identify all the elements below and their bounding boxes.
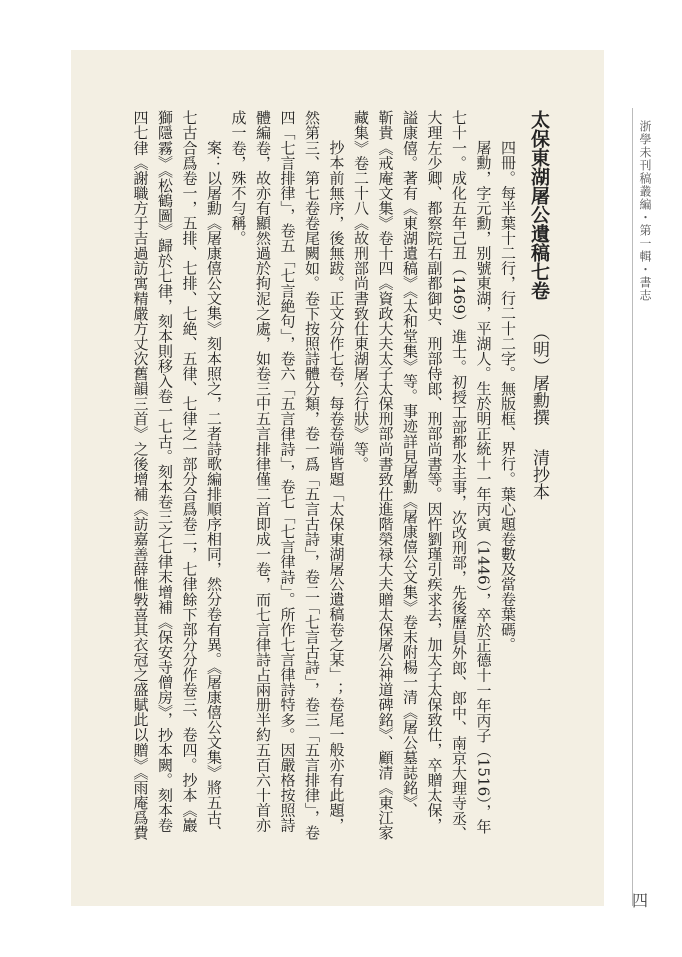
running-head: 浙學未刊稿叢編・第一輯・書志 [638, 120, 652, 302]
page-panel [71, 50, 604, 906]
main-text-block [71, 50, 604, 906]
text-column: 謚康僖。著有《東湖遺稿》《太和堂集》等。事迹詳見屠勳《屠康僖公文集》卷末附楊一清《屠公墓誌銘》、 [401, 110, 419, 818]
text-column: 成一卷，殊不勻稱。 [229, 110, 248, 246]
text-column: 體編卷，故亦有顯然過於拘泥之處，如卷三中五言排律僅二首即成一卷，而七言律詩占兩册半約五百六十首亦 [254, 110, 272, 833]
entry-author: （明）屠勳撰 [529, 323, 549, 426]
text-column: 四七律《謝職方于吉過訪寓精嚴方丈次舊韻三首》之後增補《訪嘉善薛惟斅喜其衣冠之盛賦此以贈》《雨庵爲費 [131, 110, 150, 840]
entry-edition: 清抄本 [529, 448, 549, 500]
text-column: 大理左少卿、都察院右副都御史、刑部侍郎、刑部尚書等。因忤劉瑾引疾求去，加太子太保致仕，卒贈太保， [425, 110, 444, 833]
text-column: 屠勳，字元勳，别號東湖，平湖人。生於明正統十一年丙寅（1446），卒於正德十一年丙子（1516），年 [474, 140, 493, 834]
text-column: 四「七言排律」，卷五「七言絶句」，卷六「五言律詩」，卷七「七言律詩」。所作七言律詩特多。因嚴格按照詩 [278, 110, 297, 833]
text-column: 藏集》卷二十八《故刑部尚書致仕東湖屠公行狀》等。 [352, 110, 370, 472]
entry-title: 太保東湖屠公遺稿七卷 [528, 110, 550, 300]
text-column: 靳貴《戒庵文集》卷十四《資政大夫太子太保刑部尚書致仕進階榮禄大夫贈太保屠公神道碑銘》、顧清《東江家 [376, 110, 395, 840]
entry-heading [526, 110, 552, 884]
text-column: 四冊。每半葉十二行，行二十二字。無版框、界行。葉心題卷數及當卷葉碼。 [499, 140, 517, 652]
text-column: 抄本前無序，後無跋。正文分作七卷，每卷卷端皆題「太保東湖屠公遺稿卷之某」；卷尾一般亦有此題， [327, 140, 346, 833]
text-column: 獅隱霧》《松鶴圖》歸於七律，刻本則移入卷一七古。刻本卷三之七律末增補《保安寺僧房》，抄本闕。刻本卷 [156, 110, 174, 833]
text-column: 然第三、第七卷卷尾闕如。卷下按照詩體分類，卷一爲「五言古詩」，卷二「七言古詩」，卷三「五言排律」，卷 [303, 110, 321, 840]
margin-rule [632, 108, 633, 906]
text-column: 案：以屠勳《屠康僖公文集》刻本照之，二者詩歌編排順序相同，然分卷有異。《屠康僖公文集》將五古、 [205, 140, 223, 840]
text-column: 七古合爲卷一，五排、七排、七絶、五律、七律之一部分合爲卷二，七律餘下部分分作卷三、卷四。抄本《巖 [180, 110, 199, 833]
text-column: 七十一。成化五年己丑（1469）進士。初授工部都水主事，次改刑部，先後歷員外郎、郎中、南京大理寺丞、 [450, 110, 468, 841]
page-number: 四 [632, 891, 649, 910]
